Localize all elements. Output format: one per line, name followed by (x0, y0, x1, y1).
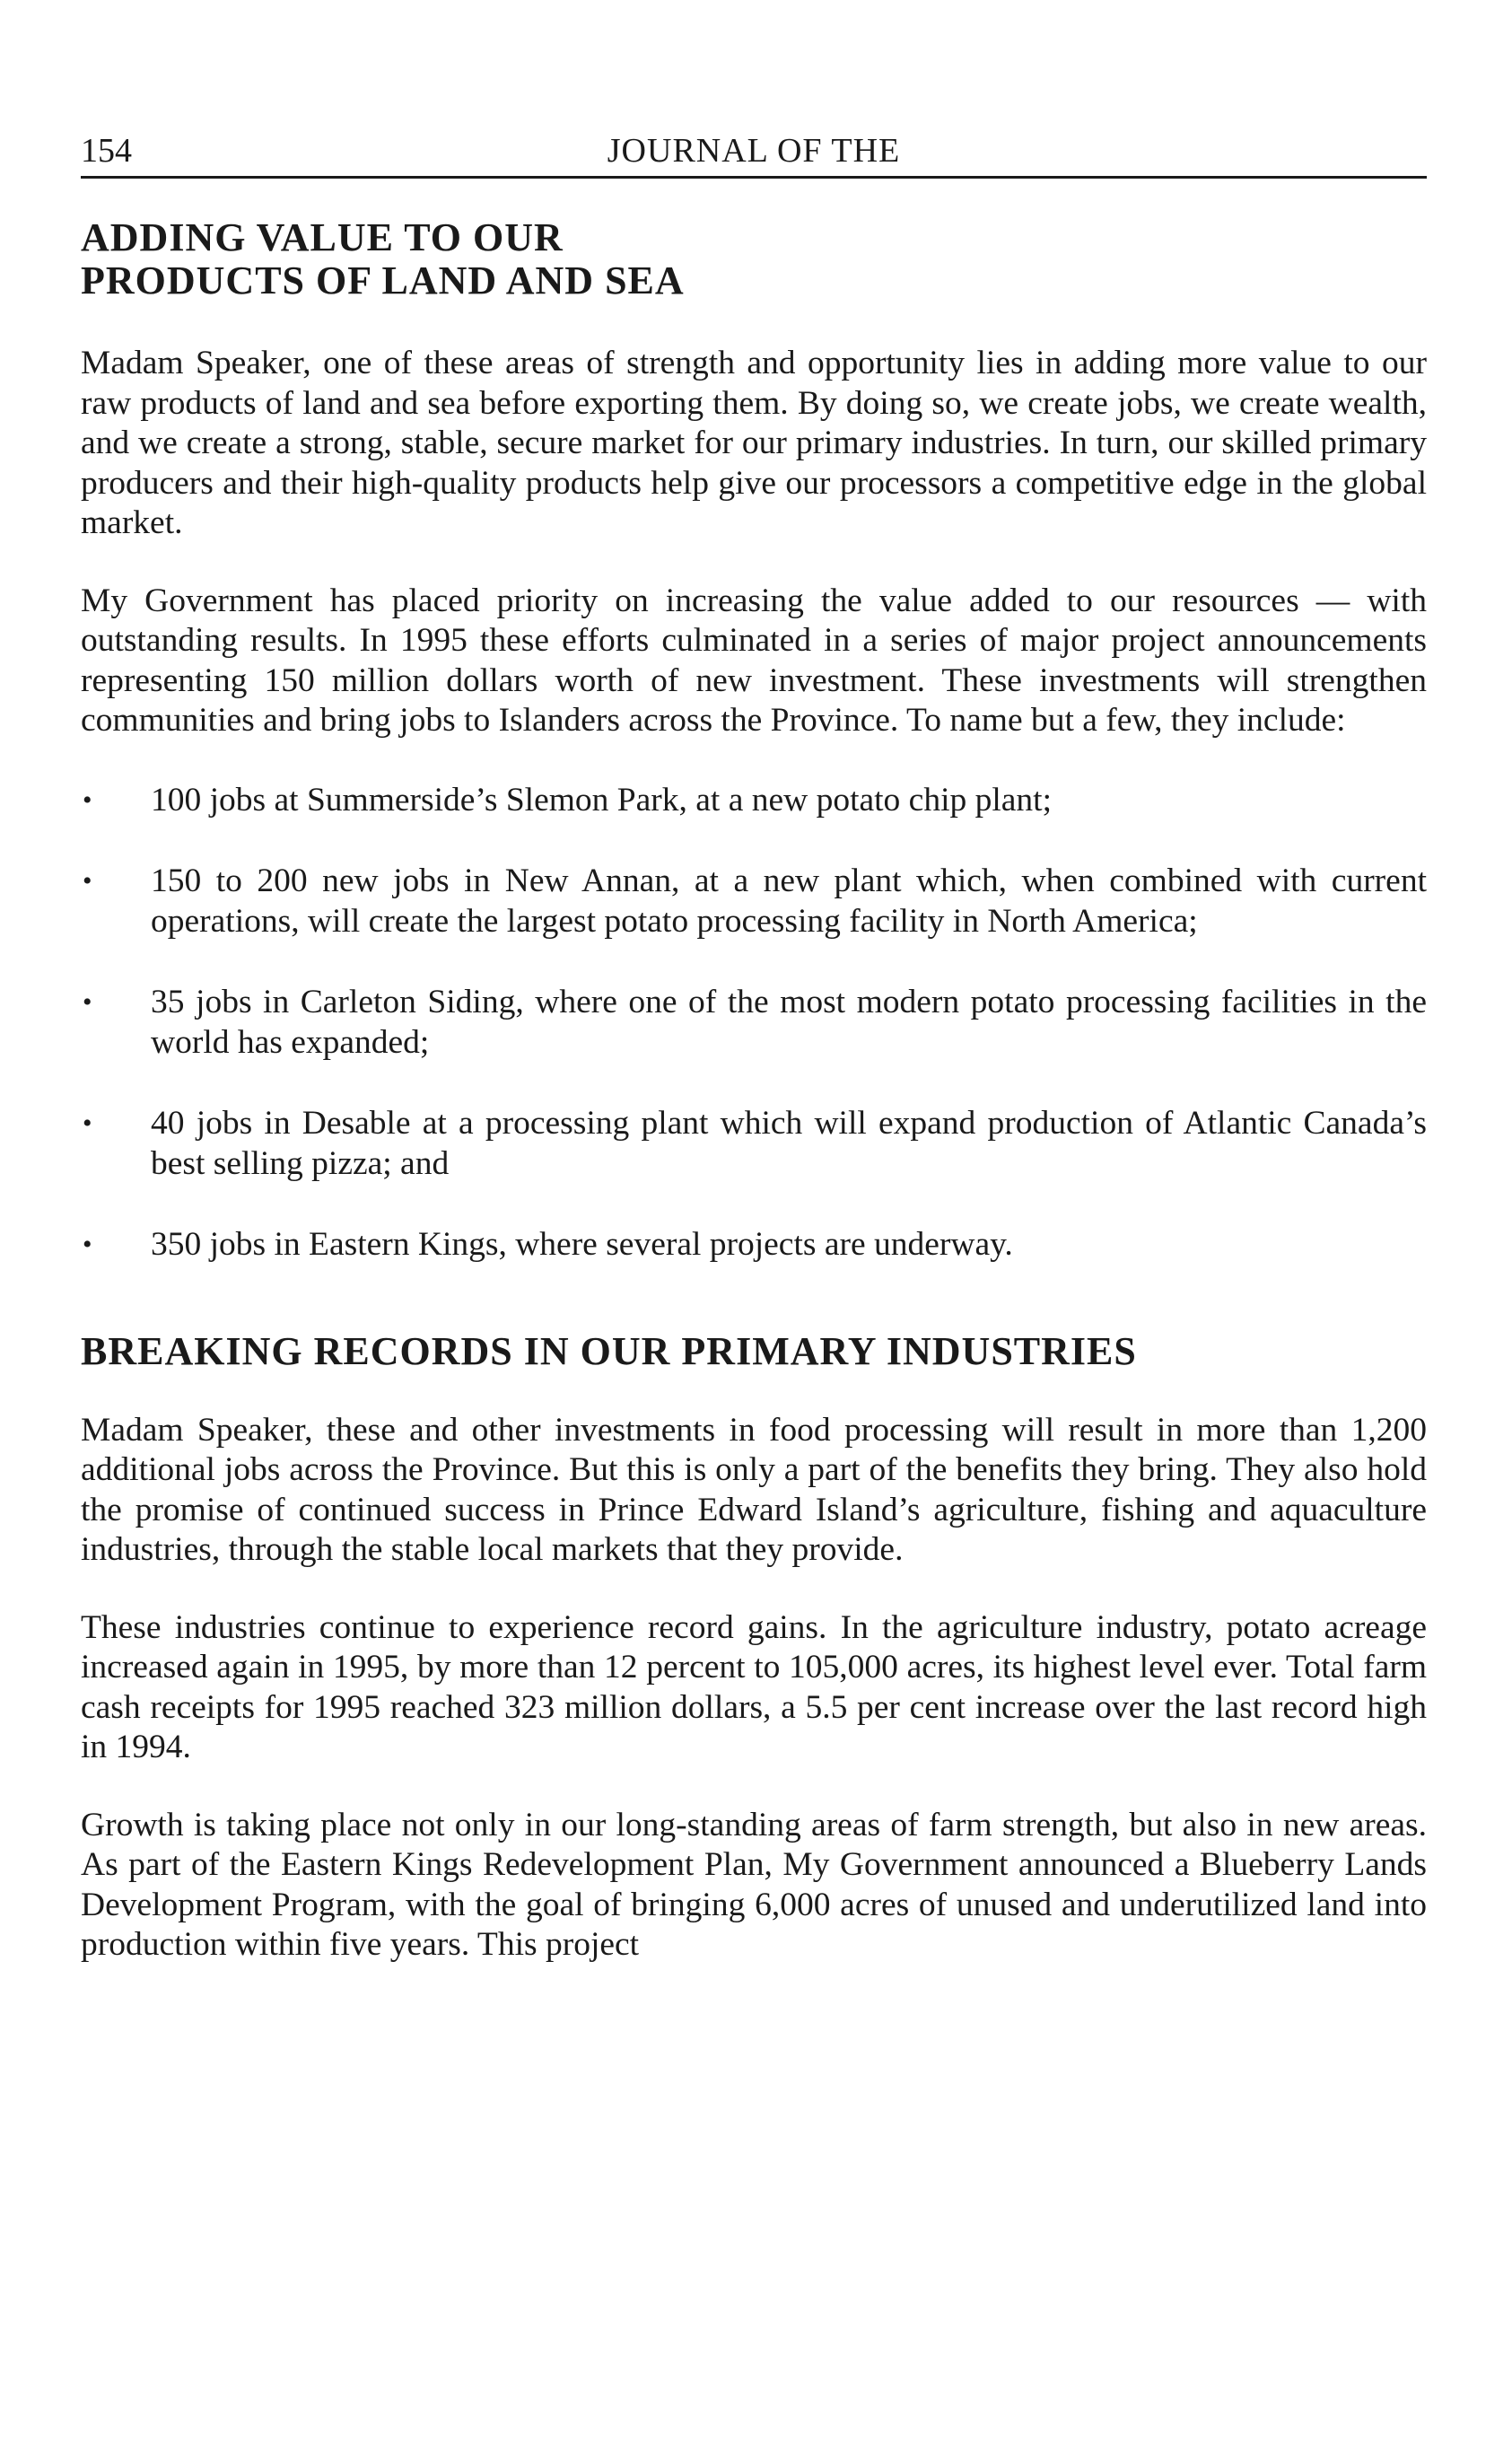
paragraph: These industries continue to experience record gains. In the agriculture industry, potato acreage increased again in 1995, by more than 12 percent to 105,000 acres, its highest level ever. Total farm cash receipts for 1995 reached 323 million dollars, a 5.5 per cent increase over the last record high in 1994. (81, 1608, 1427, 1765)
bullet-icon: • (83, 866, 92, 896)
list-item-text: 150 to 200 new jobs in New Annan, at a new plant which, when combined with current operations, will create the largest potato processing facility in North America; (151, 862, 1427, 940)
section-heading-line: PRODUCTS OF LAND AND SEA (81, 258, 685, 302)
paragraph: Growth is taking place not only in our long-standing areas of farm strength, but also in new areas. As part of the Eastern Kings Redevelopment Plan, My Government announced a Blueberry Lands Development Program, with the goal of bringing 6,000 acres of unused and underutilized land into production within five years. This project (81, 1806, 1427, 1963)
running-header (81, 126, 1427, 179)
list-item-text: 35 jobs in Carleton Siding, where one of the most modern potato processing facilities in the world has expanded; (151, 984, 1427, 1061)
bullet-icon: • (83, 784, 92, 815)
list-item (81, 1104, 1427, 1184)
list-item (81, 862, 1427, 941)
list-item (81, 1225, 1427, 1265)
list-item-text: 100 jobs at Summerside’s Slemon Park, at a new potato chip plant; (151, 781, 1053, 819)
bullet-icon: • (83, 987, 92, 1017)
section-heading-breaking-records: BREAKING RECORDS IN OUR PRIMARY INDUSTRIES (81, 1328, 1137, 1373)
paragraph: Madam Speaker, these and other investments in food processing will result in more than 1,200 additional jobs across the Province. But this is only a part of the benefits they bring. They also hold the promise of continued success in Prince Edward Island’s agriculture, fishing and aquaculture industries, through the stable local markets that they provide. (81, 1411, 1427, 1568)
paragraph: My Government has placed priority on increasing the value added to our resources — with outstanding results. In 1995 these efforts culminated in a series of major project announcements representing 150 million dollars worth of new investment. These investments will strengthen communities and bring jobs to Islanders across the Province. To name but a few, they include: (81, 582, 1427, 739)
paragraph: Madam Speaker, one of these areas of strength and opportunity lies in adding more value to our raw products of land and sea before exporting them. By doing so, we create jobs, we create wealth, and we create a strong, stable, secure market for our primary industries. In turn, our skilled primary producers and their high-quality products help give our processors a competitive edge in the global market. (81, 345, 1427, 541)
bullet-icon: • (83, 1230, 92, 1259)
list-item-text: 350 jobs in Eastern Kings, where several projects are underway. (151, 1226, 1013, 1263)
section-heading-line: ADDING VALUE TO OUR (81, 215, 564, 259)
document-page (81, 126, 1427, 1966)
investment-list (81, 781, 1427, 1265)
journal-title: JOURNAL OF THE (607, 132, 901, 170)
section-heading-adding-value (81, 216, 1427, 302)
list-item (81, 983, 1427, 1063)
list-item-text: 40 jobs in Desable at a processing plant which will expand production of Atlantic Canada’s best selling pizza; and (151, 1105, 1427, 1182)
page-number: 154 (81, 132, 132, 170)
bullet-icon: • (83, 1108, 92, 1138)
list-item (81, 781, 1427, 821)
